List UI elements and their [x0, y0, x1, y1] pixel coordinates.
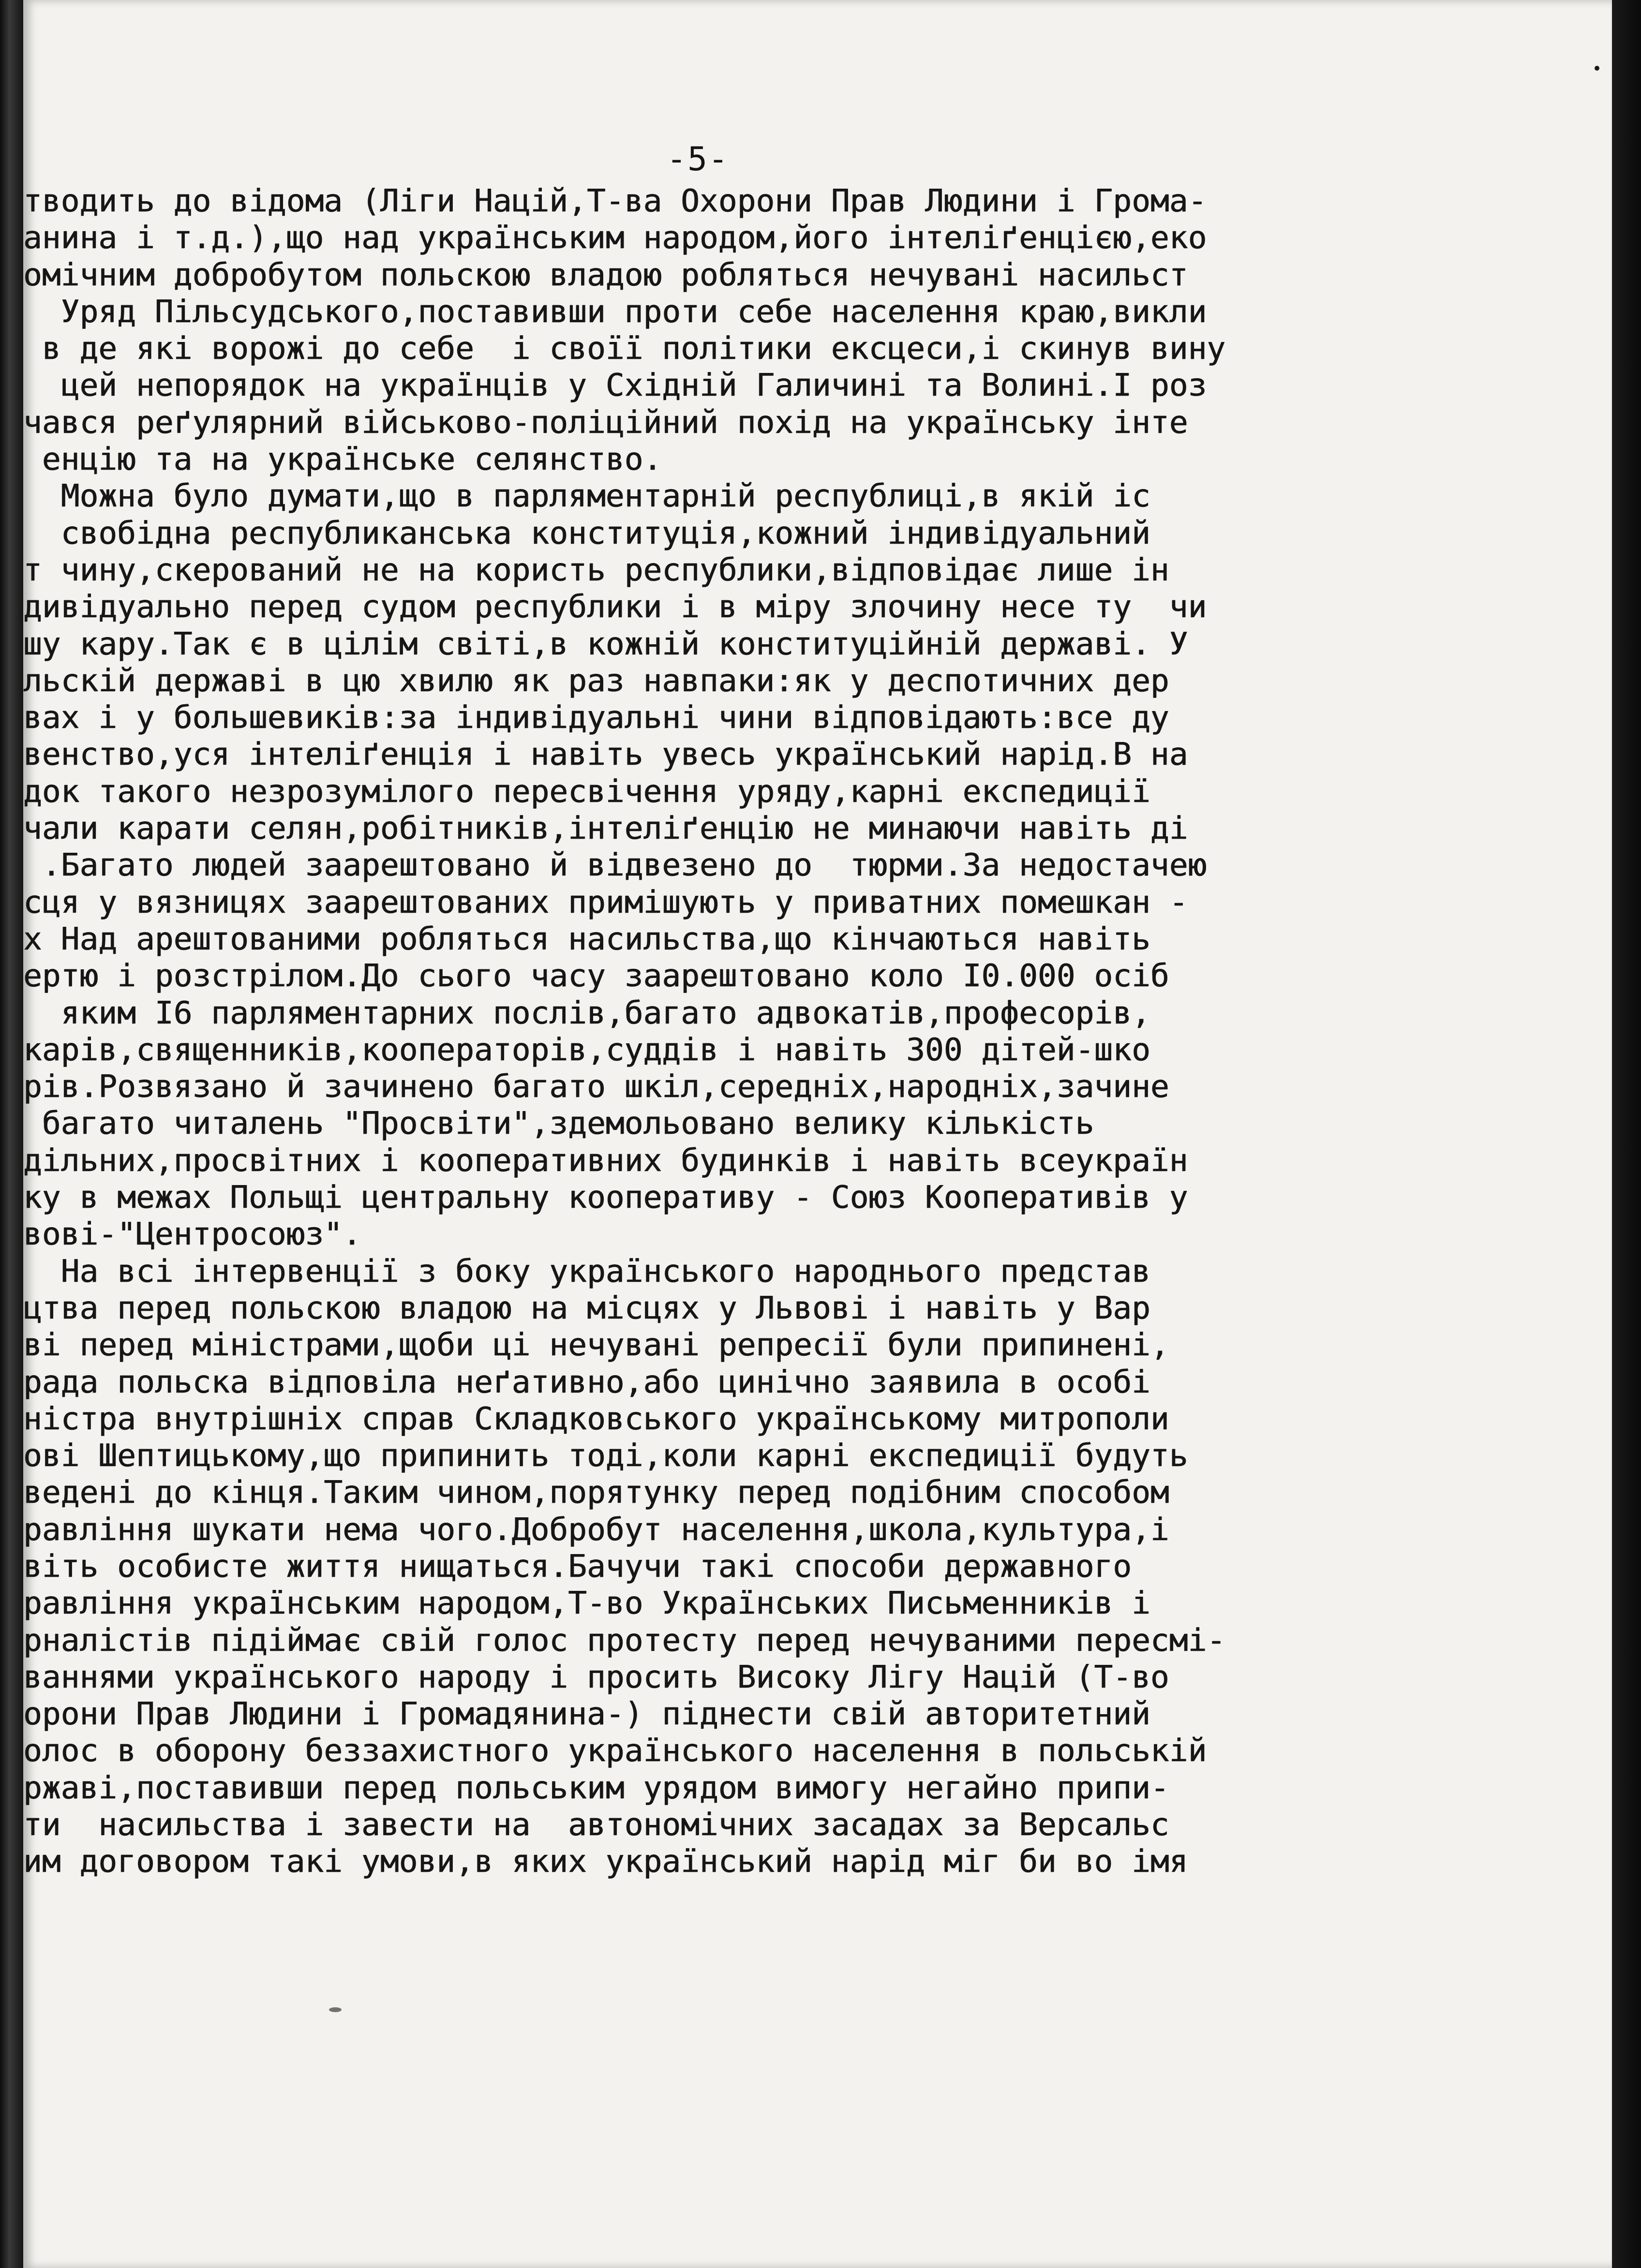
text-line: рів.Розвязано й зачинено багато шкіл,середніх,народніх,зачине [23, 1068, 1169, 1105]
text-line: дільних,просвітних і кооперативних будинків і навіть всеукраїн [23, 1142, 1188, 1179]
body-text [23, 183, 1455, 1881]
text-line: .Багато людей заарештовано й відвезено до тюрми.За недостачею [23, 847, 1207, 884]
typewritten-page [23, 0, 1612, 2268]
text-line: багато читалень "Просвіти",здемольовано велику кількість [23, 1105, 1094, 1142]
text-line: віть особисте життя нищаться.Бачучи такі способи державного [23, 1548, 1132, 1585]
text-line: ти насильства і завести на автономічних засадах за Версальс [23, 1807, 1169, 1843]
text-line: ведені до кінця.Таким чином,порятунку перед подібним способом [23, 1474, 1169, 1511]
text-line: вові-"Центросоюз". [23, 1216, 361, 1253]
text-line: цтва перед польскою владою на місцях у Львові і навіть у Вар [23, 1290, 1150, 1326]
text-line: ржаві,поставивши перед польським урядом вимогу негайно припи- [23, 1769, 1169, 1806]
text-line: На всі інтервенції з боку українського народнього представ [23, 1253, 1150, 1290]
text-line: х Над арештованими робляться насильства,що кінчаються навіть [23, 920, 1150, 957]
text-line: чався реґулярний військово-поліційний похід на українську інте [23, 404, 1188, 441]
text-line: сця у вязницях заарештованих примішують у приватних помешкан - [23, 884, 1188, 920]
text-line: свобідна республиканська конституція,кожний індивідуальний [23, 515, 1150, 551]
ink-speck [1595, 66, 1599, 71]
text-line: равління українським народом,Т-во Українських Письменників і [23, 1585, 1150, 1622]
text-line: рналістів підіймає свій голос протесту перед нечуваними пересмі- [23, 1622, 1226, 1659]
text-line: вах і у большевиків:за індивідуальні чини відповідають:все ду [23, 699, 1169, 736]
text-line: олос в оборону беззахистного українського населення в польській [23, 1733, 1207, 1769]
text-line: ністра внутрішніх справ Складковського українському митрополи [23, 1400, 1169, 1437]
text-line: равління шукати нема чого.Добробут населення,школа,культура,і [23, 1511, 1169, 1548]
text-line: в де які ворожі до себе і своїї політики ексцеси,і скинув вину [23, 330, 1226, 367]
text-line: тводить до відома (Ліги Націй,Т-ва Охорони Прав Людини і Грома- [23, 183, 1207, 219]
text-line: карів,священників,кооператорів,суддів і навіть 300 дітей-шко [23, 1031, 1150, 1068]
text-line: т чину,скерований не на користь республики,відповідає лише ін [23, 551, 1169, 588]
text-line: Можна було думати,що в парляментарній республиці,в якій іс [23, 478, 1150, 515]
text-line: шу кару.Так є в цілім світі,в кожній конституційній державі. У [23, 625, 1188, 662]
text-line: им договором такі умови,в яких український нарід міг би во імя [23, 1843, 1188, 1880]
text-line: енцію та на українське селянство. [23, 441, 662, 478]
text-line: орони Прав Людини і Громадянина-) піднести свій авторитетний [23, 1696, 1150, 1733]
binding-shadow [0, 0, 23, 2268]
page-number: -5- [667, 140, 729, 178]
text-line: ертю і розстрілом.До сього часу заарештовано коло І0.000 осіб [23, 958, 1169, 994]
text-line: дивідуально перед судом республики і в міру злочину несе ту чи [23, 589, 1207, 625]
text-line: Уряд Пільсудського,поставивши проти себе населення краю,викли [23, 293, 1207, 330]
text-line: ві перед міністрами,щоби ці нечувані репресії були припинені, [23, 1327, 1169, 1364]
text-line: яким І6 парляментарних послів,багато адвокатів,професорів, [23, 994, 1150, 1031]
text-line: чали карати селян,робітників,інтеліґенцію не минаючи навіть ді [23, 810, 1188, 847]
text-line: ку в межах Польщі центральну кооперативу - Союз Кооперативів у [23, 1179, 1188, 1216]
text-line: рада польска відповіла неґативно,або цинічно заявила в особі [23, 1364, 1150, 1400]
text-line: ваннями українського народу і просить Високу Лігу Націй (Т-во [23, 1659, 1169, 1695]
text-line: льскій державі в цю хвилю як раз навпаки:як у деспотичних дер [23, 662, 1169, 699]
text-line: цей непорядок на українців у Східній Галичині та Волині.І роз [23, 367, 1207, 404]
text-line: венство,уся інтеліґенція і навіть увесь український нарід.В на [23, 736, 1188, 773]
ink-speck [329, 2007, 342, 2012]
text-line: док такого незрозумілого пересвічення уряду,карні експедиції [23, 773, 1150, 810]
scan-right-edge [1612, 0, 1641, 2268]
text-line: ові Шептицькому,що припинить тоді,коли карні експедиції будуть [23, 1438, 1188, 1474]
text-line: омічним добробутом польскою владою робляться нечувані насильст [23, 256, 1188, 293]
text-line: анина і т.д.),що над українським народом,його інтеліґенцією,еко [23, 220, 1207, 256]
